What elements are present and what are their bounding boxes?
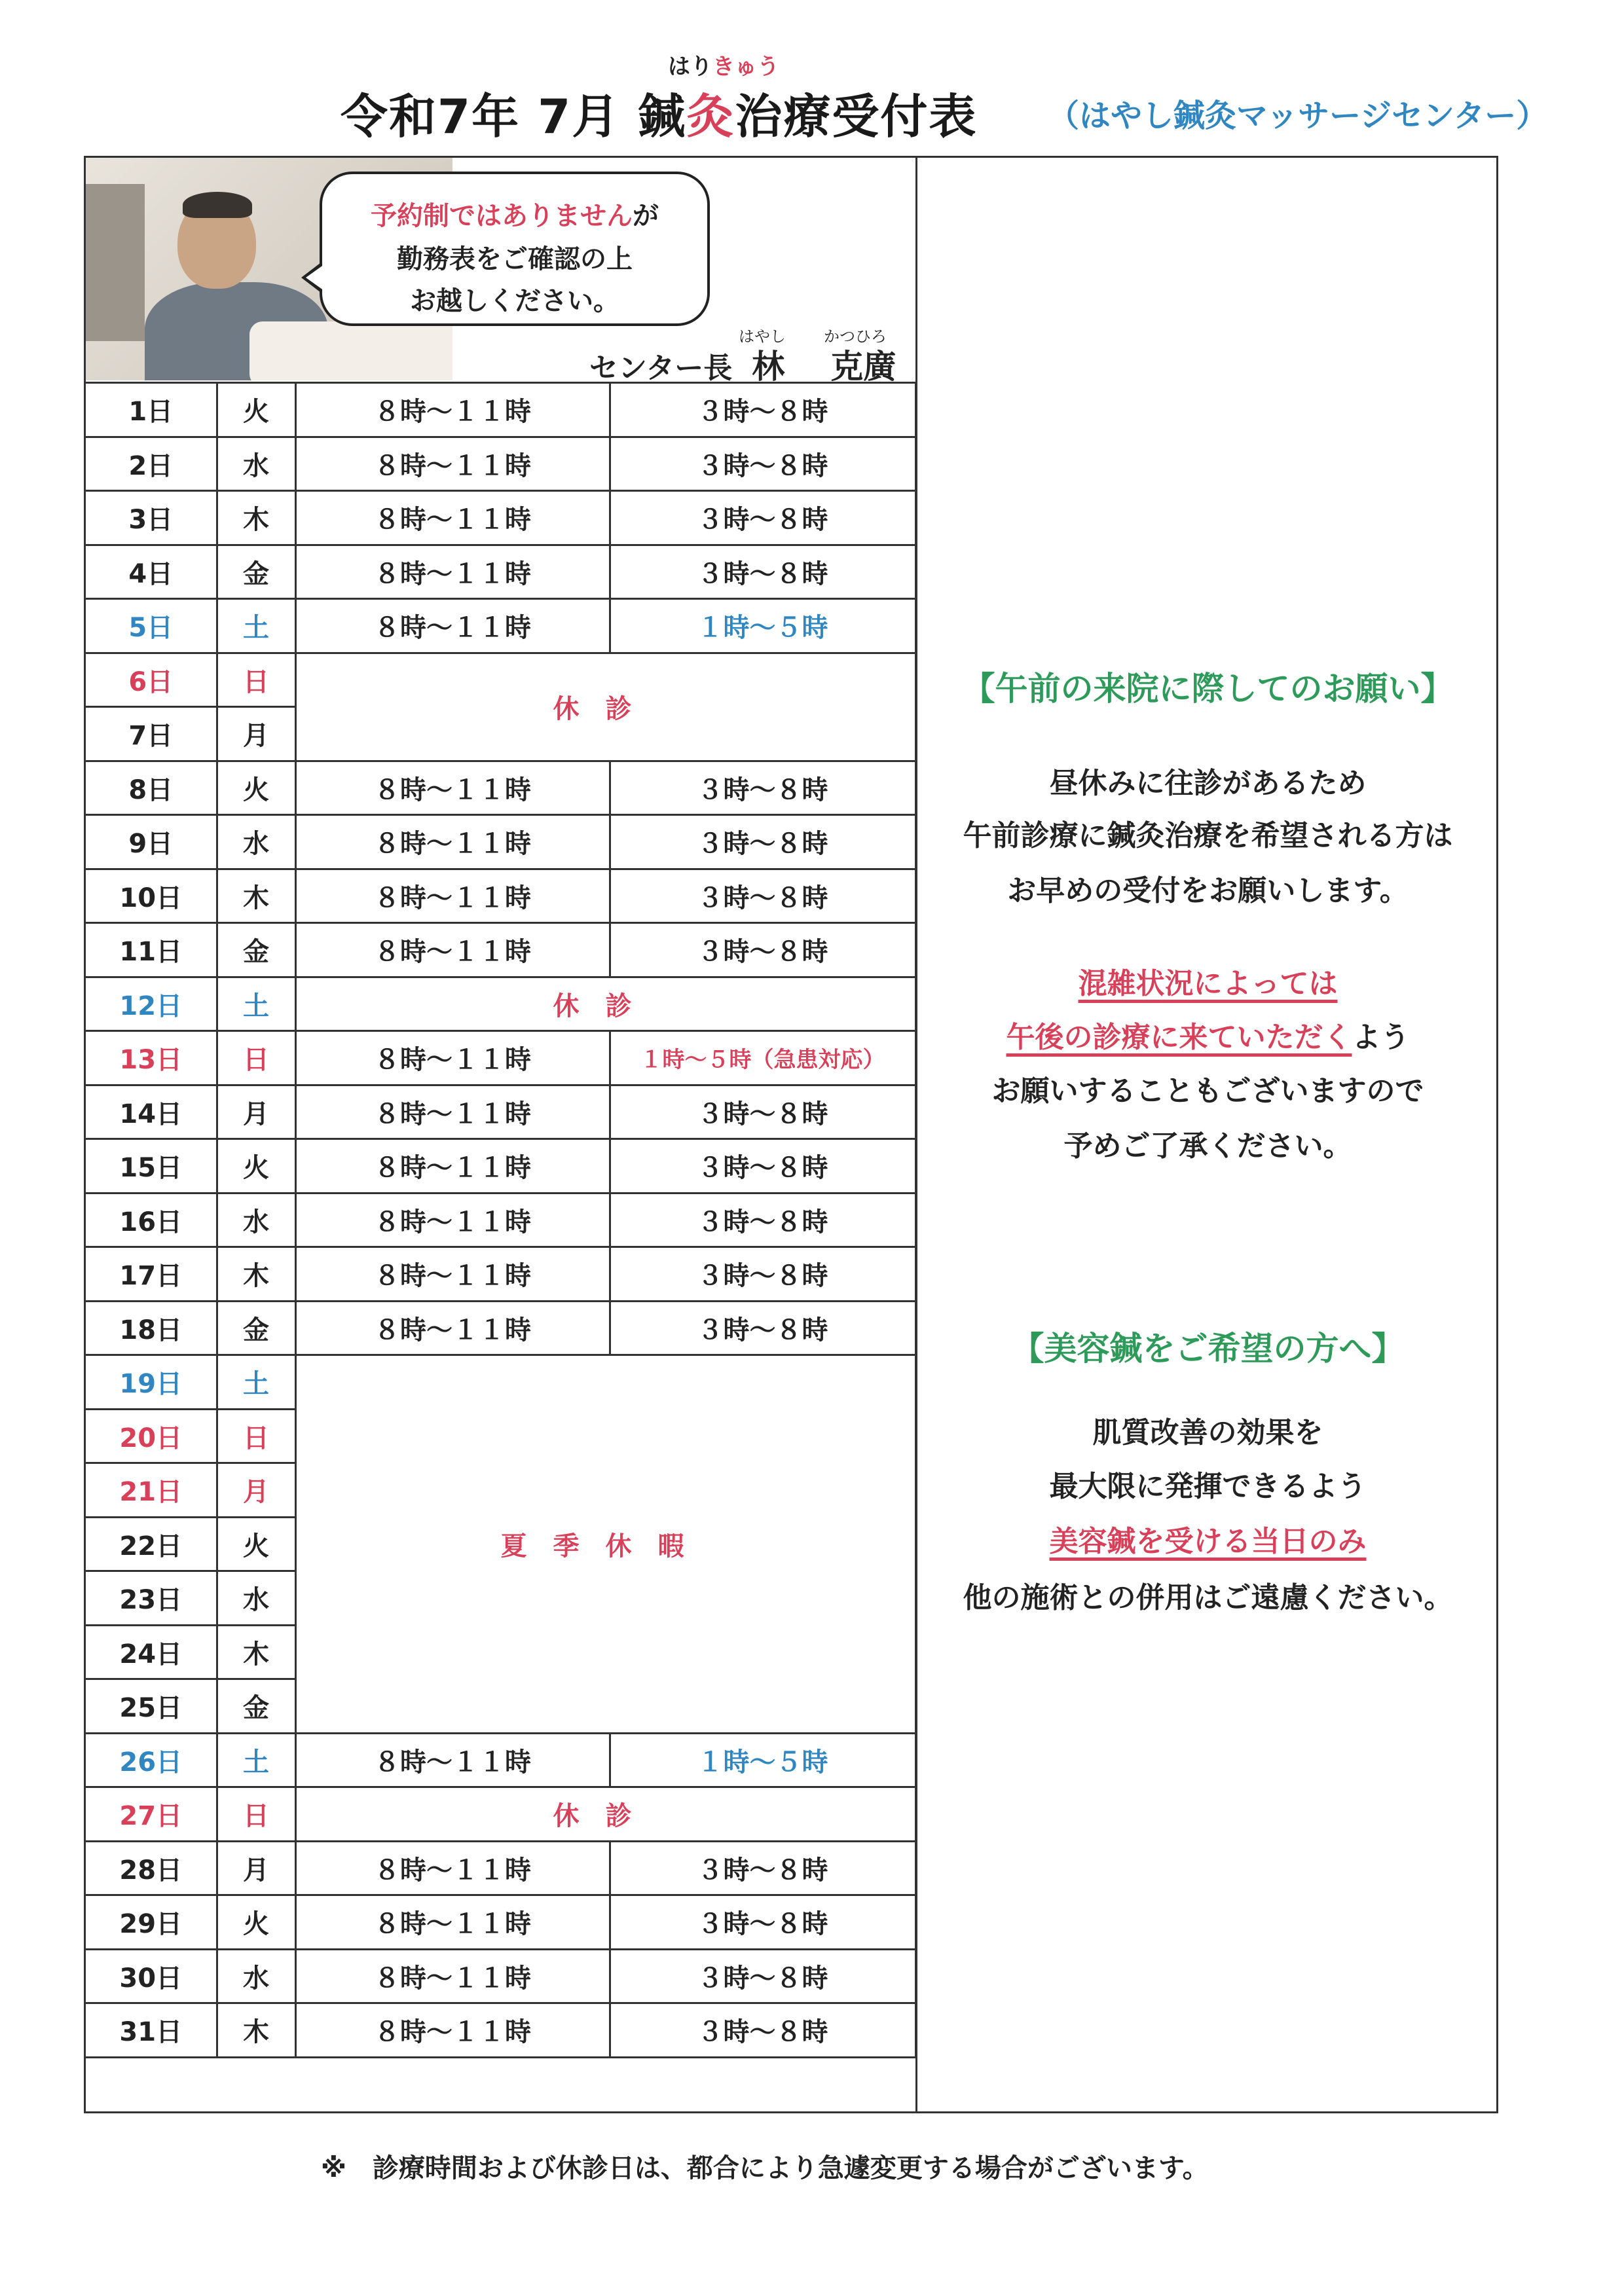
- notice-beauty-line-3: 他の施術との併用はご遠慮ください。: [963, 1581, 1453, 1614]
- schedule-day: 15日: [86, 1139, 217, 1194]
- schedule-pm: １時～５時（急患対応）: [610, 1031, 915, 1085]
- schedule-day: 3日: [86, 491, 217, 545]
- director-family-name: 林: [752, 348, 785, 386]
- schedule-row: [86, 1733, 915, 1787]
- schedule-weekday: 土: [217, 1355, 295, 1410]
- schedule-row: [86, 1301, 915, 1355]
- schedule-row: [86, 1787, 915, 1842]
- schedule-am: ８時～１１時: [295, 2003, 610, 2058]
- schedule-day: 11日: [86, 923, 217, 977]
- schedule-weekday: 火: [217, 1895, 295, 1950]
- notice-am-pink-2: 午後の診療に来ていただく: [1006, 1021, 1352, 1054]
- schedule-row: [86, 815, 915, 869]
- schedule-day: 1日: [86, 383, 217, 437]
- schedule-pm: ３時～８時: [610, 1085, 915, 1139]
- director-given-name: 克廣: [830, 348, 896, 386]
- schedule-row: [86, 869, 915, 923]
- schedule-weekday: 日: [217, 1787, 295, 1842]
- schedule-row: [86, 1949, 915, 2003]
- director-ruby-family: はやし: [739, 327, 786, 346]
- schedule-row: [86, 491, 915, 545]
- notice-am-pink-2-tail: よう: [1352, 1021, 1410, 1054]
- schedule-closed: 休診: [295, 977, 915, 1031]
- schedule-weekday: 金: [217, 1301, 295, 1355]
- schedule-pm: ３時～８時: [610, 383, 915, 437]
- schedule-pm: ３時～８時: [610, 1139, 915, 1194]
- schedule-pm: ３時～８時: [610, 1193, 915, 1247]
- bubble-red-text: 予約制ではありません: [371, 201, 633, 231]
- schedule-day: 14日: [86, 1085, 217, 1139]
- schedule-pm: ３時～８時: [610, 1949, 915, 2003]
- schedule-day: 28日: [86, 1841, 217, 1895]
- schedule-weekday: 月: [217, 1841, 295, 1895]
- schedule-row: [86, 1895, 915, 1950]
- schedule-pm: ３時～８時: [610, 1247, 915, 1302]
- schedule-day: 26日: [86, 1733, 217, 1787]
- schedule-row: [86, 1355, 915, 1410]
- schedule-pm: ３時～８時: [610, 815, 915, 869]
- photo-hair: [183, 192, 252, 218]
- notice-beauty-line-2: 最大限に発揮できるよう: [1049, 1470, 1367, 1503]
- notice-beauty-heading: 【美容鍼をご希望の方へ】: [1011, 1330, 1405, 1368]
- notice-beauty-line-1: 肌質改善の効果を: [1092, 1416, 1323, 1449]
- schedule-pm: ３時～８時: [610, 491, 915, 545]
- schedule-weekday: 水: [217, 815, 295, 869]
- schedule-day: 29日: [86, 1895, 217, 1950]
- schedule-weekday: 木: [217, 2003, 295, 2058]
- schedule-row: [86, 923, 915, 977]
- schedule-pm: ３時～８時: [610, 869, 915, 923]
- schedule-day: 6日: [86, 653, 217, 707]
- schedule-row: [86, 761, 915, 815]
- schedule-weekday: 土: [217, 977, 295, 1031]
- schedule-row: [86, 599, 915, 653]
- schedule-weekday: 金: [217, 1679, 295, 1734]
- notice-am-line-1: 昼休みに往診があるため: [1049, 767, 1367, 800]
- schedule-weekday: 火: [217, 1517, 295, 1571]
- schedule-am: ８時～１１時: [295, 1031, 610, 1085]
- schedule-weekday: 月: [217, 1085, 295, 1139]
- schedule-weekday: 水: [217, 1193, 295, 1247]
- schedule-day: 7日: [86, 707, 217, 761]
- schedule-day: 13日: [86, 1031, 217, 1085]
- document-title: [341, 39, 1585, 144]
- schedule-row: [86, 1247, 915, 1302]
- bubble-line-1: [322, 195, 707, 232]
- photo-shelf: [86, 184, 145, 341]
- title-hari: 鍼: [638, 89, 687, 144]
- schedule-pm: ３時～８時: [610, 1301, 915, 1355]
- schedule-pm: ３時～８時: [610, 923, 915, 977]
- schedule-body: [86, 383, 915, 2058]
- schedule-row: [86, 1031, 915, 1085]
- schedule-weekday: 月: [217, 1463, 295, 1518]
- schedule-am: ８時～１１時: [295, 383, 610, 437]
- notice-am-line-4: お願いすることもございますので: [991, 1074, 1424, 1108]
- schedule-day: 18日: [86, 1301, 217, 1355]
- schedule-day: 23日: [86, 1571, 217, 1626]
- schedule-weekday: 水: [217, 1949, 295, 2003]
- schedule-weekday: 水: [217, 437, 295, 491]
- schedule-weekday: 月: [217, 707, 295, 761]
- schedule-day: 16日: [86, 1193, 217, 1247]
- schedule-day: 19日: [86, 1355, 217, 1410]
- schedule-am: ８時～１１時: [295, 1247, 610, 1302]
- schedule-pm: ３時～８時: [610, 761, 915, 815]
- schedule-row: [86, 2003, 915, 2058]
- schedule-day: 12日: [86, 977, 217, 1031]
- schedule-day: 24日: [86, 1625, 217, 1679]
- schedule-am: ８時～１１時: [295, 923, 610, 977]
- notice-am-pink-2-wrap: [917, 1013, 1498, 1055]
- schedule-pm: ３時～８時: [610, 1841, 915, 1895]
- schedule-weekday: 木: [217, 869, 295, 923]
- schedule-day: 22日: [86, 1517, 217, 1571]
- schedule-am: ８時～１１時: [295, 599, 610, 653]
- title-main: [341, 79, 977, 147]
- schedule-day: 2日: [86, 437, 217, 491]
- schedule-am: ８時～１１時: [295, 545, 610, 599]
- schedule-row: [86, 977, 915, 1031]
- schedule-weekday: 火: [217, 761, 295, 815]
- schedule-pm: ３時～８時: [610, 2003, 915, 2058]
- schedule-am: ８時～１１時: [295, 491, 610, 545]
- speech-bubble: [320, 172, 710, 326]
- title-suffix: 治療受付表: [735, 89, 978, 144]
- bubble-line-1-tail: が: [633, 201, 659, 231]
- notice-am-pink-1-wrap: [917, 960, 1498, 1002]
- schedule-day: 10日: [86, 869, 217, 923]
- schedule-weekday: 日: [217, 653, 295, 707]
- schedule-am: ８時～１１時: [295, 1085, 610, 1139]
- schedule-am: ８時～１１時: [295, 1949, 610, 2003]
- director-role: センター長: [589, 352, 733, 385]
- schedule-pm: ３時～８時: [610, 437, 915, 491]
- center-name: （はやし鍼灸マッサージセンター）: [1048, 98, 1548, 134]
- schedule-day: 30日: [86, 1949, 217, 2003]
- schedule-row: [86, 653, 915, 707]
- director-name: [589, 340, 896, 388]
- schedule-day: 5日: [86, 599, 217, 653]
- notice-am-line-3: お早めの受付をお願いします。: [1007, 874, 1409, 907]
- photo-towel: [249, 321, 452, 380]
- schedule-am: ８時～１１時: [295, 1193, 610, 1247]
- ruby-kyu: きゅう: [712, 54, 779, 80]
- schedule-row: [86, 1085, 915, 1139]
- schedule-am: ８時～１１時: [295, 437, 610, 491]
- notice-beauty-pink: 美容鍼を受ける当日のみ: [1049, 1525, 1367, 1558]
- schedule-pm: １時～５時: [610, 599, 915, 653]
- bubble-tail-fill: [306, 264, 324, 291]
- schedule-day: 8日: [86, 761, 217, 815]
- notice-am-pink-1: 混雑状況によっては: [1078, 967, 1338, 1000]
- schedule-am: ８時～１１時: [295, 1301, 610, 1355]
- schedule-am: ８時～１１時: [295, 1139, 610, 1194]
- schedule-pm: １時～５時: [610, 1733, 915, 1787]
- schedule-am: ８時～１１時: [295, 869, 610, 923]
- schedule-am: ８時～１１時: [295, 815, 610, 869]
- schedule-weekday: 金: [217, 923, 295, 977]
- schedule-closed: 休診: [295, 1787, 915, 1842]
- schedule-weekday: 水: [217, 1571, 295, 1626]
- schedule-row: [86, 383, 915, 437]
- schedule-closed: 休診: [295, 653, 915, 761]
- schedule-weekday: 火: [217, 1139, 295, 1194]
- schedule-row: [86, 1139, 915, 1194]
- notice-am-line-5: 予めご了承ください。: [1063, 1129, 1352, 1163]
- bubble-line-2: 勤務表をご確認の上: [397, 244, 633, 274]
- schedule-row: [86, 545, 915, 599]
- schedule-day: 4日: [86, 545, 217, 599]
- schedule-row: [86, 1841, 915, 1895]
- schedule-day: 20日: [86, 1409, 217, 1463]
- schedule-day: 31日: [86, 2003, 217, 2058]
- schedule-pm: ３時～８時: [610, 545, 915, 599]
- schedule-weekday: 木: [217, 491, 295, 545]
- schedule-row: [86, 1193, 915, 1247]
- schedule-weekday: 土: [217, 1733, 295, 1787]
- title-prefix: 令和7年 7月: [341, 89, 638, 144]
- schedule-weekday: 木: [217, 1625, 295, 1679]
- footer-note: ※ 診療時間および休診日は、都合により急遽変更する場合がございます。: [321, 2153, 1209, 2183]
- schedule-weekday: 金: [217, 545, 295, 599]
- schedule-am: ８時～１１時: [295, 1841, 610, 1895]
- schedule-weekday: 日: [217, 1409, 295, 1463]
- schedule-closed: 夏季休暇: [295, 1355, 915, 1734]
- title-kyu: 灸: [686, 89, 735, 144]
- schedule-row: [86, 437, 915, 491]
- schedule-weekday: 日: [217, 1031, 295, 1085]
- schedule-table: [86, 382, 917, 2058]
- schedule-day: 27日: [86, 1787, 217, 1842]
- schedule-weekday: 木: [217, 1247, 295, 1302]
- bubble-line-3: お越しください。: [410, 286, 619, 316]
- schedule-am: ８時～１１時: [295, 1733, 610, 1787]
- schedule-day: 17日: [86, 1247, 217, 1302]
- schedule-pm: ３時～８時: [610, 1895, 915, 1950]
- schedule-am: ８時～１１時: [295, 1895, 610, 1950]
- schedule-day: 25日: [86, 1679, 217, 1734]
- schedule-am: ８時～１１時: [295, 761, 610, 815]
- schedule-day: 21日: [86, 1463, 217, 1518]
- notice-am-line-2: 午前診療に鍼灸治療を希望される方は: [963, 819, 1453, 852]
- schedule-weekday: 火: [217, 383, 295, 437]
- schedule-weekday: 土: [217, 599, 295, 653]
- notice-beauty-pink-wrap: [917, 1518, 1498, 1559]
- notice-am-heading: 【午前の来院に際してのお願い】: [962, 670, 1454, 708]
- ruby-hari: はり: [668, 54, 712, 80]
- director-ruby-given: かつひろ: [824, 327, 887, 346]
- schedule-day: 9日: [86, 815, 217, 869]
